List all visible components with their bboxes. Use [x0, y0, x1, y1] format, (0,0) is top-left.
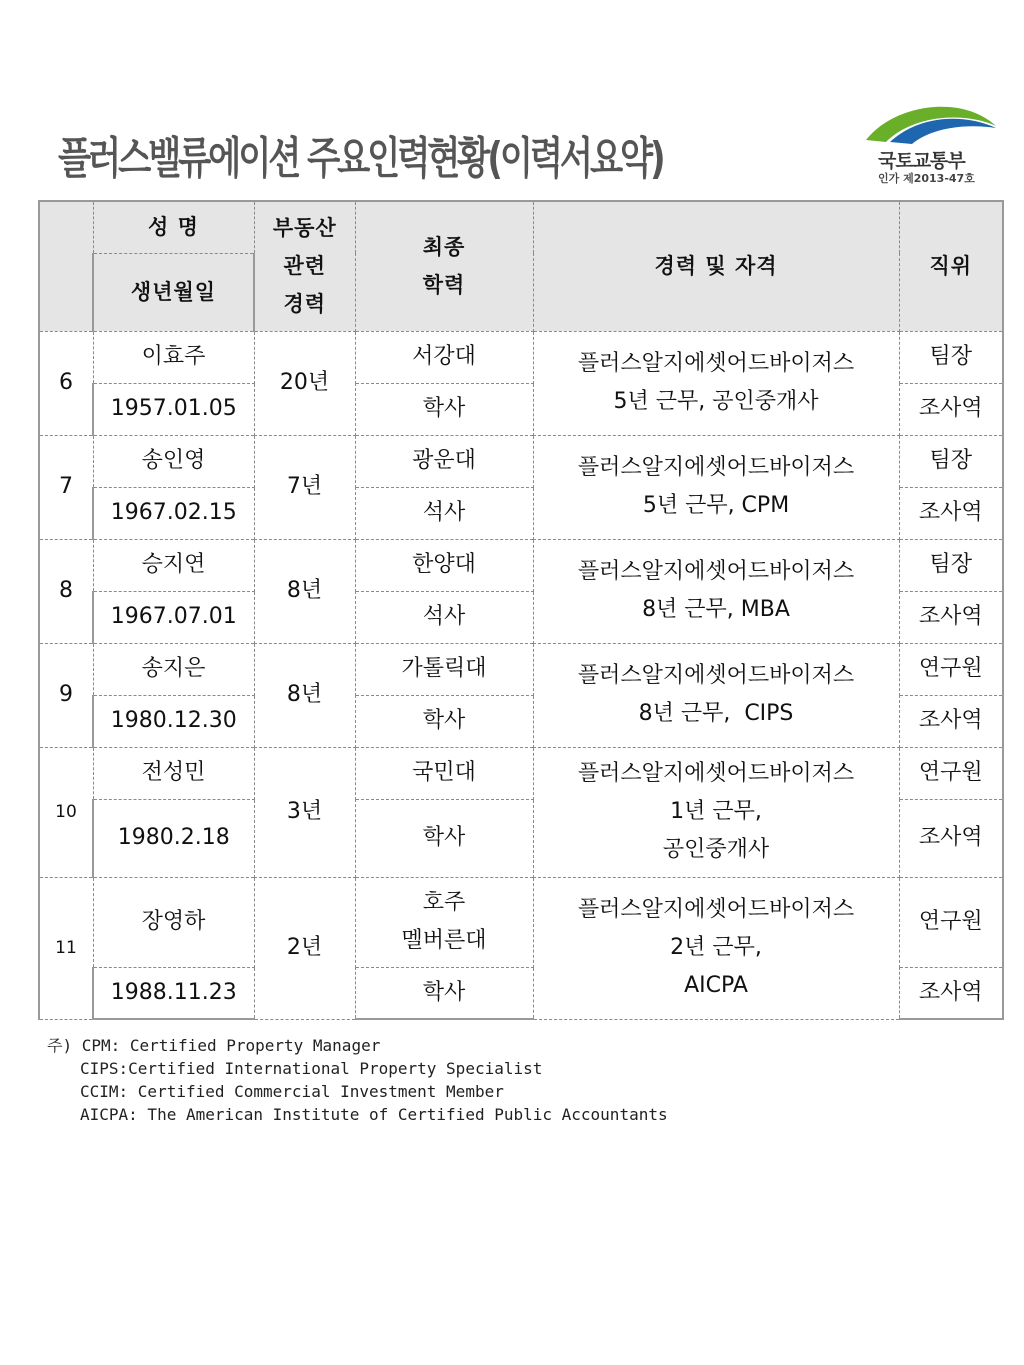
job-role: 조사역	[899, 591, 1003, 643]
footnote-ccim: CCIM: Certified Commercial Investment Member	[80, 1082, 504, 1101]
job-title: 연구원	[899, 747, 1003, 799]
row-number: 9	[39, 643, 93, 747]
footnote-aicpa: AICPA: The American Institute of Certified Public Accountants	[80, 1105, 668, 1124]
row-number: 7	[39, 435, 93, 539]
job-title: 팀장	[899, 331, 1003, 383]
footnotes	[47, 1034, 668, 1126]
table-row	[39, 331, 1003, 383]
header-birth: 생년월일	[93, 253, 254, 331]
job-role: 조사역	[899, 487, 1003, 539]
row-number: 11	[39, 877, 93, 1019]
job-title: 팀장	[899, 539, 1003, 591]
footnote-cips: CIPS:Certified International Property Specialist	[80, 1059, 543, 1078]
birth-date: 1980.2.18	[93, 799, 254, 877]
career-detail: 플러스알지에셋어드바이저스 8년 근무, MBA	[533, 539, 899, 643]
staff-name: 송지은	[93, 643, 254, 695]
table-row	[39, 435, 1003, 487]
header-career: 경력 및 자격	[533, 201, 899, 331]
degree: 석사	[355, 591, 533, 643]
career-detail: 플러스알지에셋어드바이저스 2년 근무, AICPA	[533, 877, 899, 1019]
realestate-years: 8년	[254, 643, 355, 747]
degree: 학사	[355, 383, 533, 435]
degree: 석사	[355, 487, 533, 539]
row-number: 6	[39, 331, 93, 435]
job-title: 연구원	[899, 643, 1003, 695]
birth-date: 1988.11.23	[93, 967, 254, 1019]
degree: 학사	[355, 695, 533, 747]
logo-arc-icon	[862, 98, 998, 144]
career-detail: 플러스알지에셋어드바이저스 5년 근무, CPM	[533, 435, 899, 539]
header-position: 직위	[899, 201, 1003, 331]
ministry-logo	[858, 98, 1000, 190]
realestate-years: 7년	[254, 435, 355, 539]
header-number	[39, 201, 93, 331]
header-realestate-career: 부동산 관련 경력	[254, 201, 355, 331]
realestate-years: 3년	[254, 747, 355, 877]
realestate-years: 20년	[254, 331, 355, 435]
school: 광운대	[355, 435, 533, 487]
job-title: 연구원	[899, 877, 1003, 967]
row-number: 10	[39, 747, 93, 877]
job-role: 조사역	[899, 799, 1003, 877]
birth-date: 1957.01.05	[93, 383, 254, 435]
row-number: 8	[39, 539, 93, 643]
staff-name: 장영하	[93, 877, 254, 967]
birth-date: 1967.07.01	[93, 591, 254, 643]
job-role: 조사역	[899, 383, 1003, 435]
staff-name: 이효주	[93, 331, 254, 383]
staff-name: 전성민	[93, 747, 254, 799]
job-title: 팀장	[899, 435, 1003, 487]
school: 한양대	[355, 539, 533, 591]
birth-date: 1980.12.30	[93, 695, 254, 747]
career-detail: 플러스알지에셋어드바이저스 1년 근무, 공인중개사	[533, 747, 899, 877]
page-title: 플러스밸류에이션 주요인력현황(이력서요약)	[58, 133, 663, 184]
staff-name: 승지연	[93, 539, 254, 591]
table-row	[39, 877, 1003, 967]
school: 국민대	[355, 747, 533, 799]
logo-ministry-name: 국토교통부	[878, 150, 965, 172]
job-role: 조사역	[899, 695, 1003, 747]
degree: 학사	[355, 799, 533, 877]
realestate-years: 2년	[254, 877, 355, 1019]
career-detail: 플러스알지에셋어드바이저스 8년 근무, CIPS	[533, 643, 899, 747]
school: 호주 멜버른대	[355, 877, 533, 967]
staff-name: 송인영	[93, 435, 254, 487]
table-row	[39, 747, 1003, 799]
school: 가톨릭대	[355, 643, 533, 695]
job-role: 조사역	[899, 967, 1003, 1019]
school: 서강대	[355, 331, 533, 383]
birth-date: 1967.02.15	[93, 487, 254, 539]
table-row	[39, 539, 1003, 591]
header-name: 성 명	[93, 201, 254, 253]
footnote-cpm: 주) CPM: Certified Property Manager	[47, 1036, 381, 1055]
table-row	[39, 643, 1003, 695]
realestate-years: 8년	[254, 539, 355, 643]
staff-table	[38, 200, 1004, 1020]
logo-license-number: 인가 제2013-47호	[878, 172, 975, 185]
header-education: 최종 학력	[355, 201, 533, 331]
degree: 학사	[355, 967, 533, 1019]
career-detail: 플러스알지에셋어드바이저스 5년 근무, 공인중개사	[533, 331, 899, 435]
